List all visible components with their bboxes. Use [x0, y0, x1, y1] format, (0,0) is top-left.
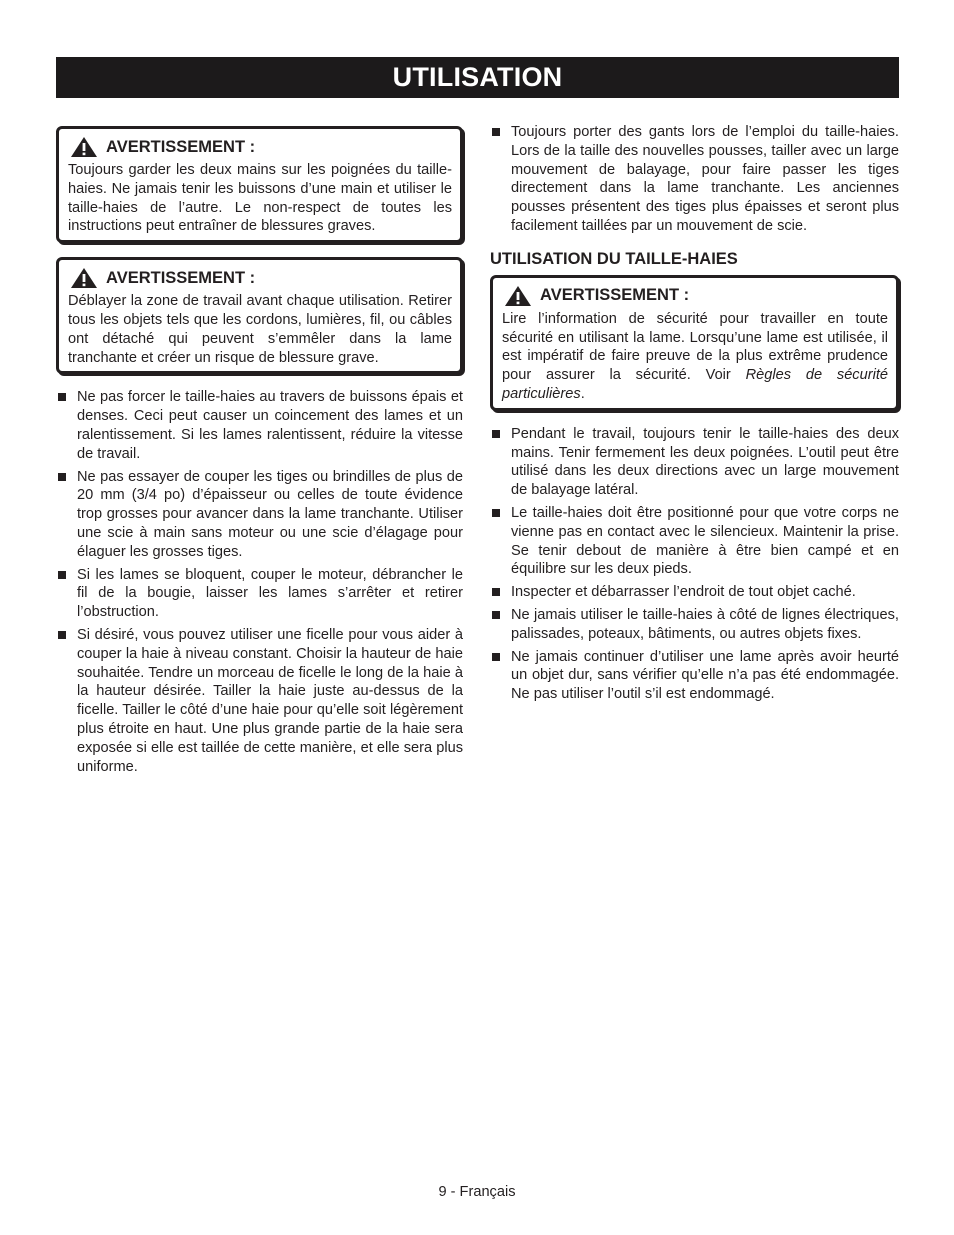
right-column — [490, 123, 899, 708]
list-item: Si désiré, vous pouvez utiliser une ficelle pour vous aider à couper la haie à niveau constant. Choisir la hauteur de haie souhaitée. Tendre un morceau de ficelle le long de la haie à la hauteur désirée. Tailler la haie juste au-dessus de la ficelle. Tailler le côté d’une haie pour qu’elle soit légèrement plus étroite en haut. Une plus grande partie de la haie sera exposée si elle est taillée de cette manière, et elle sera plus uniforme. — [56, 626, 463, 776]
left-column — [56, 123, 463, 780]
warning-label: AVERTISSEMENT : — [106, 137, 256, 156]
warning-text: Déblayer la zone de travail avant chaque utilisation. Retirer tous les objets tels que les cordons, lumières, fil, ou câbles ont détaché qui peuvent s’emmêler dans la lame tranchante et créer un risque de blessure grave. — [68, 293, 452, 366]
list-item: Ne pas forcer le taille-haies au travers de buissons épais et denses. Ceci peut causer un coincement des lames et un ralentissement. Si les lames ralentissent, réduire la vitesse de travail. — [56, 388, 463, 463]
list-item: Toujours porter des gants lors de l’emploi du taille-haies. Lors de la taille des nouvelles pousses, tailler avec un large mouvement de balayage, pour faire passer les tiges directement dans la lame tranchante. Les anciennes pousses présentent des tiges plus épaisses et seront plus facilement taillées par un mouvement de scie. — [490, 123, 899, 236]
list-item: Pendant le travail, toujours tenir le taille-haies des deux mains. Tenir fermement les deux poignées. L’outil peut être utilisé dans les deux directions avec un large mouvement de balayage latéral. — [490, 425, 899, 500]
warning-text-main: Lire l’information de sécurité pour travailler en toute sécurité en utilisant la lame. Lorsqu’une lame est utilisée, il est impératif de faire preuve de la plus extrême prudence pour assurer la sécurité. Voir — [502, 310, 888, 384]
warning-triangle-icon — [70, 267, 98, 289]
warning-box-1 — [56, 126, 463, 243]
list-item: Si les lames se bloquent, couper le moteur, débrancher le fil de la bougie, laisser les lames s’arrêter et retirer l’obstruction. — [56, 566, 463, 622]
list-item: Ne jamais utiliser le taille-haies à côté de lignes électriques, palissades, poteaux, bâtiments, ou autres objets fixes. — [490, 606, 899, 644]
warning-triangle-icon — [70, 136, 98, 158]
warning-text — [502, 310, 888, 404]
left-bullet-list — [56, 388, 463, 776]
page-number: 9 - Français — [438, 1184, 516, 1200]
list-item: Inspecter et débarrasser l’endroit de tout objet caché. — [490, 583, 899, 602]
list-item: Le taille-haies doit être positionné pour que votre corps ne vienne pas en contact avec le silencieux. Maintenir la prise. Se tenir debout de manière à être bien campé et en équilibre sur les deux pieds. — [490, 504, 899, 579]
warning-triangle-icon — [504, 285, 532, 307]
list-item: Ne pas essayer de couper les tiges ou brindilles de plus de 20 mm (3/4 po) d’épaisseur ou celles de toute évidence trop grosses pour avancer dans la lame tranchante. Utiliser une scie à main sans moteur ou une scie d’élagage pour élaguer les grosses tiges. — [56, 468, 463, 562]
right-bullet-list — [490, 425, 899, 704]
warning-label: AVERTISSEMENT : — [540, 286, 690, 305]
section-heading: UTILISATION DU TAILLE-HAIES — [490, 249, 738, 268]
warning-text-end: . — [580, 385, 585, 402]
warning-header — [502, 284, 888, 308]
warning-text: Toujours garder les deux mains sur les poignées du taille-haies. Ne jamais tenir les buissons d’une main et utiliser le taille-haies de l’autre. Le non-respect de toutes les instructions peut entraîner de blessures graves. — [68, 162, 452, 235]
warning-box-2 — [56, 257, 463, 374]
warning-label: AVERTISSEMENT : — [106, 268, 256, 287]
warning-header — [68, 266, 452, 290]
page-title: UTILISATION — [56, 57, 899, 98]
warning-text-reference: Règles de sécurité particulières — [502, 367, 888, 402]
right-top-bullet-list — [490, 123, 899, 236]
warning-header — [68, 135, 452, 159]
list-item: Ne jamais continuer d’utiliser une lame après avoir heurté un objet dur, sans vérifier qu’elle n’a pas été endommagée. Ne pas utiliser l’outil s’il est endommagé. — [490, 648, 899, 704]
warning-box-3 — [490, 275, 899, 411]
